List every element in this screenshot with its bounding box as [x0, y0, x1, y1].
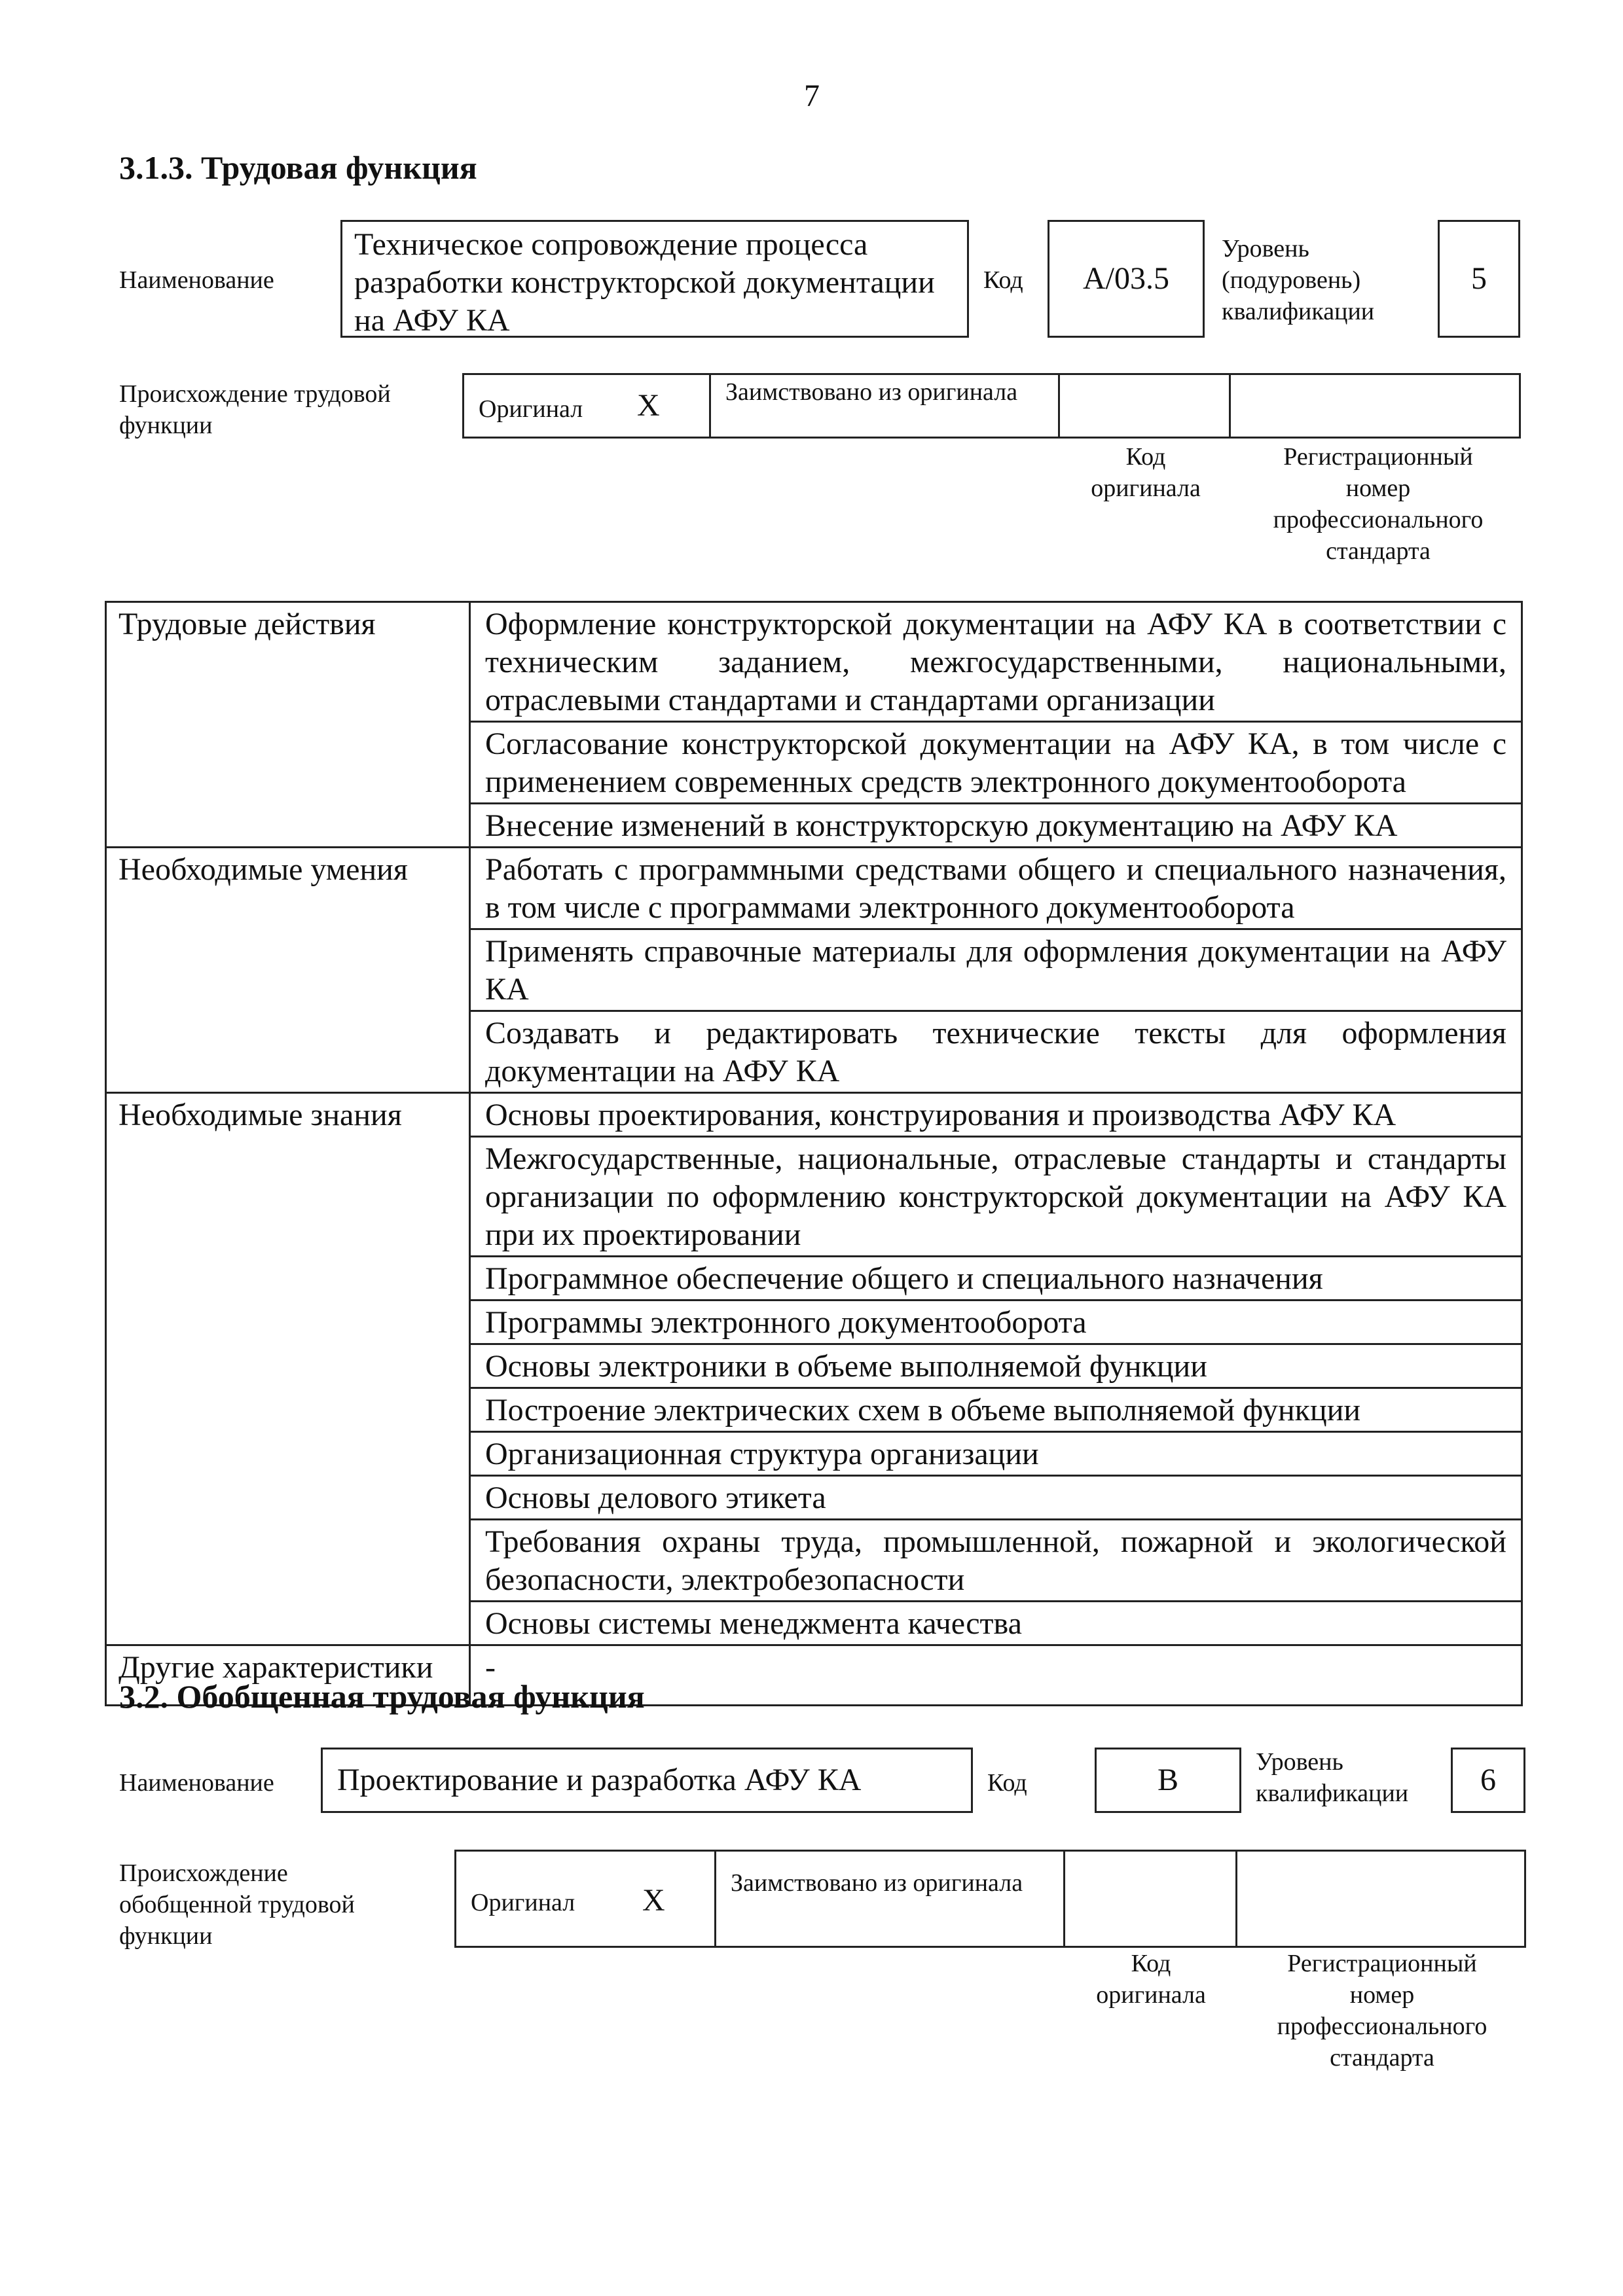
- list-item: Основы делового этикета: [470, 1476, 1522, 1520]
- list-item: Создавать и редактировать технические тексты для оформления документации на АФУ КА: [470, 1011, 1522, 1093]
- section-32-name-label: Наименование: [119, 1769, 274, 1797]
- section-313-original-mark: X: [637, 388, 660, 423]
- section-313-heading: 3.1.3. Трудовая функция: [119, 149, 477, 186]
- section-313-borrowed-label: Заимствовано из оригинала: [725, 378, 1018, 406]
- section-313-name-box: [340, 220, 969, 338]
- section-313-origin-original-cell: [462, 373, 711, 439]
- section-313-level-label: Уровень (подуровень) квалификации: [1222, 235, 1375, 325]
- section-32-origin-label: Происхождение обобщенной трудовой функции: [119, 1859, 355, 1950]
- section-313-code-label: Код: [983, 266, 1023, 294]
- section-313-name-value: Техническое сопровождение процесса разработки конструкторской документации на АФУ КА: [354, 227, 935, 338]
- section-32-original-mark: X: [642, 1883, 665, 1918]
- section-313-code-value: А/03.5: [1083, 261, 1169, 296]
- list-item: Организационная структура организации: [470, 1432, 1522, 1476]
- list-item: Требования охраны труда, промышленной, пожарной и экологической безопасности, электробезопасности: [470, 1520, 1522, 1602]
- section-32-borrowed-label: Заимствовано из оригинала: [731, 1869, 1023, 1897]
- list-item: Основы проектирования, конструирования и производства АФУ КА: [470, 1093, 1522, 1137]
- section-32-level-label: Уровень квалификации: [1256, 1748, 1409, 1807]
- section-32-code-box: [1095, 1748, 1241, 1813]
- section-313-orig-code-caption: Код оригинала: [1091, 443, 1201, 502]
- section-32-origin-code-cell: [1063, 1850, 1237, 1948]
- section-313-origin-code-cell: [1058, 373, 1231, 439]
- section-313-level-value: 5: [1471, 261, 1487, 296]
- section-32-name-value: Проектирование и разработка АФУ КА: [337, 1763, 862, 1797]
- category-labor-actions: Трудовые действия: [106, 602, 470, 848]
- section-32-heading: 3.2. Обобщенная трудовая функция: [119, 1678, 645, 1715]
- section-313-code-box: [1048, 220, 1205, 338]
- table-row: [106, 602, 1522, 722]
- list-item: Межгосударственные, национальные, отраслевые стандарты и стандарты организации по оформлению конструкторской документации на АФУ КА при их проектировании: [470, 1137, 1522, 1257]
- section-313-name-label: Наименование: [119, 266, 274, 294]
- section-32-code-value: В: [1157, 1763, 1178, 1797]
- section-32-reg-number-caption: Регистрационный номер профессионального стандарта: [1277, 1950, 1487, 2072]
- section-32-origin-reg-cell: [1235, 1850, 1526, 1948]
- category-required-knowledge: Необходимые знания: [106, 1093, 470, 1645]
- list-item: Программное обеспечение общего и специального назначения: [470, 1257, 1522, 1300]
- list-item: Работать с программными средствами общего и специального назначения, в том числе с программами электронного документооборота: [470, 848, 1522, 929]
- section-32-orig-code-caption: Код оригинала: [1096, 1950, 1206, 2009]
- section-32-level-box: [1451, 1748, 1525, 1813]
- section-32-original-label: Оригинал: [471, 1889, 575, 1916]
- section-313-origin-reg-cell: [1229, 373, 1521, 439]
- list-item: Основы системы менеджмента качества: [470, 1602, 1522, 1645]
- section-32-name-box: [321, 1748, 973, 1813]
- category-required-skills: Необходимые умения: [106, 848, 470, 1093]
- section-313-original-label: Оригинал: [479, 395, 583, 423]
- page-number: 7: [804, 79, 820, 113]
- list-item: Согласование конструкторской документации на АФУ КА, в том числе с применением современных средств электронного документооборота: [470, 722, 1522, 804]
- table-row: [106, 1093, 1522, 1137]
- section-313-level-box: [1438, 220, 1520, 338]
- section-32-origin-borrowed-cell: [714, 1850, 1065, 1948]
- category-other-characteristics: Другие характеристики: [106, 1645, 470, 1706]
- list-item: Оформление конструкторской документации на АФУ КА в соответствии с техническим заданием, межгосударственными, национальными, отраслевыми стандартами и стандартами организации: [470, 602, 1522, 722]
- list-item: Построение электрических схем в объеме выполняемой функции: [470, 1388, 1522, 1432]
- section-32-code-label: Код: [987, 1769, 1027, 1797]
- section-32-level-value: 6: [1480, 1763, 1496, 1797]
- requirements-table: [105, 601, 1523, 1706]
- list-item: Основы электроники в объеме выполняемой функции: [470, 1344, 1522, 1388]
- section-313-origin-borrowed-cell: [709, 373, 1060, 439]
- list-item: Программы электронного документооборота: [470, 1300, 1522, 1344]
- section-313-origin-label: Происхождение трудовой функции: [119, 380, 391, 439]
- table-row: [106, 848, 1522, 929]
- section-313-reg-number-caption: Регистрационный номер профессионального стандарта: [1273, 443, 1484, 565]
- list-item: -: [470, 1645, 1522, 1706]
- list-item: Внесение изменений в конструкторскую документацию на АФУ КА: [470, 804, 1522, 848]
- list-item: Применять справочные материалы для оформления документации на АФУ КА: [470, 929, 1522, 1011]
- section-32-origin-original-cell: [454, 1850, 716, 1948]
